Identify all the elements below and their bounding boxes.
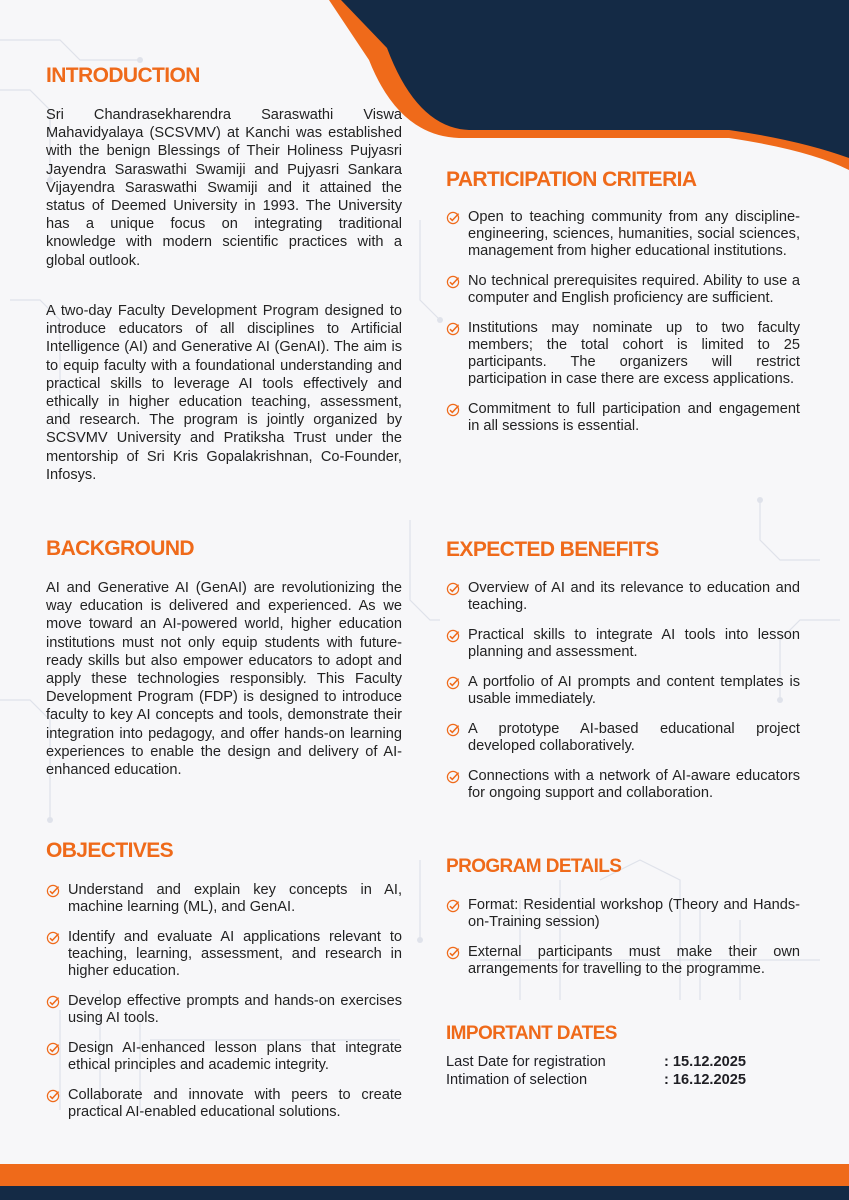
introduction-paragraph-1: Sri Chandrasekharendra Saraswathi Viswa Mahavidyalaya (SCSVMV) at Kanchi was established with the benign Blessings of Their Holiness Pujyasri Jayendra Saraswathi Swamiji and Pujyasri Sankara Vijayendra Saraswathi Swamiji and it attained the status of Deemed University in 1993. The University has a unique focus on integrating traditional knowledge with modern scientific practices with a global outlook. <box>46 107 402 269</box>
benefits-list-wrap <box>446 580 800 815</box>
check-circle-icon <box>446 676 460 690</box>
introduction-heading: INTRODUCTION <box>46 64 200 87</box>
objective-item <box>46 929 402 980</box>
objective-text: Understand and explain key concepts in AI, machine learning (ML), and GenAI. <box>68 882 402 915</box>
objective-text: Develop effective prompts and hands-on exercises using AI tools. <box>68 993 402 1026</box>
objectives-list <box>46 882 402 1121</box>
program-text: Format: Residential workshop (Theory and Hands-on-Training session) <box>468 897 800 930</box>
program-heading: PROGRAM DETAILS <box>446 856 622 877</box>
objective-text: Collaborate and innovate with peers to create practical AI-enabled educational solutions. <box>68 1087 402 1120</box>
benefit-item <box>446 768 800 802</box>
benefits-heading: EXPECTED BENEFITS <box>446 538 659 561</box>
objective-item <box>46 1040 402 1074</box>
program-list <box>446 897 800 978</box>
objectives-heading: OBJECTIVES <box>46 839 174 862</box>
intimation-label: Intimation of selection <box>446 1072 588 1088</box>
program-item <box>446 897 800 931</box>
check-circle-icon <box>446 723 460 737</box>
benefit-text: A portfolio of AI prompts and content templates is usable immediately. <box>468 674 800 707</box>
participation-text: Commitment to full participation and engagement in all sessions is essential. <box>468 401 800 434</box>
check-circle-icon <box>46 995 60 1009</box>
objectives-section <box>46 839 402 863</box>
dates-row-intimation <box>446 1071 800 1089</box>
participation-item <box>446 273 800 307</box>
participation-text: No technical prerequisites required. Ability to use a computer and English proficiency are sufficient. <box>468 273 800 306</box>
check-circle-icon <box>46 1089 60 1103</box>
benefit-item <box>446 721 800 755</box>
participation-item <box>446 401 800 435</box>
header-decoration <box>329 0 849 170</box>
objective-item <box>46 882 402 916</box>
check-circle-icon <box>446 275 460 289</box>
dates-section <box>446 1023 800 1045</box>
benefits-section <box>446 538 800 562</box>
check-circle-icon <box>46 931 60 945</box>
introduction-section <box>46 64 402 88</box>
benefit-item <box>446 627 800 661</box>
check-circle-icon <box>446 946 460 960</box>
dates-table <box>446 1053 800 1089</box>
benefit-text: Connections with a network of AI-aware educators for ongoing support and collaboration. <box>468 768 800 801</box>
objective-item <box>46 993 402 1027</box>
program-list-wrap <box>446 897 800 991</box>
benefit-text: Overview of AI and its relevance to education and teaching. <box>468 580 800 613</box>
check-circle-icon <box>446 770 460 784</box>
background-paragraph: AI and Generative AI (GenAI) are revolutionizing the way education is delivered and experienced. As we move toward an AI-powered world, higher education institutions must not only equip students with future-ready skills but also empower educators to adopt and apply these technologies responsibly. This Faculty Development Program (FDP) is designed to introduce faculty to key AI concepts and tools, demonstrate their integration into pedagogy, and offer hands-on learning experiences to enable the design and delivery of AI-enhanced education. <box>46 580 402 779</box>
check-circle-icon <box>446 403 460 417</box>
check-circle-icon <box>46 884 60 898</box>
benefit-item <box>446 580 800 614</box>
participation-text: Open to teaching community from any discipline-engineering, sciences, humanities, social sciences, management from higher educational institutions. <box>468 209 800 259</box>
participation-heading: PARTICIPATION CRITERIA <box>446 168 697 191</box>
dates-row-registration <box>446 1053 800 1071</box>
program-text: External participants must make their own arrangements for travelling to the programme. <box>468 944 800 977</box>
check-circle-icon <box>446 582 460 596</box>
registration-label: Last Date for registration <box>446 1054 606 1070</box>
benefit-text: A prototype AI-based educational project developed collaboratively. <box>468 721 800 754</box>
check-circle-icon <box>446 629 460 643</box>
objective-text: Identify and evaluate AI applications relevant to teaching, learning, assessment, and research in higher education. <box>68 929 402 979</box>
objective-item <box>46 1087 402 1121</box>
introduction-body-2 <box>46 302 402 484</box>
intimation-date: : 16.12.2025 <box>664 1072 746 1088</box>
participation-section <box>446 168 800 192</box>
check-circle-icon <box>446 322 460 336</box>
participation-item <box>446 320 800 388</box>
introduction-body <box>46 106 402 270</box>
registration-date: : 15.12.2025 <box>664 1054 746 1070</box>
background-section <box>46 537 402 561</box>
background-heading: BACKGROUND <box>46 537 194 560</box>
check-circle-icon <box>446 211 460 225</box>
check-circle-icon <box>446 899 460 913</box>
objective-text: Design AI-enhanced lesson plans that integrate ethical principles and academic integrity. <box>68 1040 402 1073</box>
participation-item <box>446 209 800 260</box>
dates-heading: IMPORTANT DATES <box>446 1023 617 1044</box>
check-circle-icon <box>46 1042 60 1056</box>
footer-decoration <box>0 1150 849 1200</box>
background-body <box>46 579 402 779</box>
benefit-text: Practical skills to integrate AI tools into lesson planning and assessment. <box>468 627 800 660</box>
participation-list-wrap <box>446 209 800 448</box>
program-section <box>446 856 800 878</box>
benefits-list <box>446 580 800 802</box>
objectives-list-wrap <box>46 882 402 1134</box>
program-item <box>446 944 800 978</box>
introduction-paragraph-2: A two-day Faculty Development Program designed to introduce educators of all disciplines to Artificial Intelligence (AI) and Generative AI (GenAI). The aim is to equip faculty with a foundational understanding and practical skills to leverage AI tools effectively and ethically in higher education teaching, assessment, and research. The program is jointly organized by SCSVMV University and Pratiksha Trust under the mentorship of Sri Kris Gopalakrishnan, Co-Founder, Infosys. <box>46 303 402 483</box>
participation-list <box>446 209 800 435</box>
participation-text: Institutions may nominate up to two faculty members; the total cohort is limited to 25 participants. The organizers will restrict participation in case there are excess applications. <box>468 320 800 387</box>
benefit-item <box>446 674 800 708</box>
